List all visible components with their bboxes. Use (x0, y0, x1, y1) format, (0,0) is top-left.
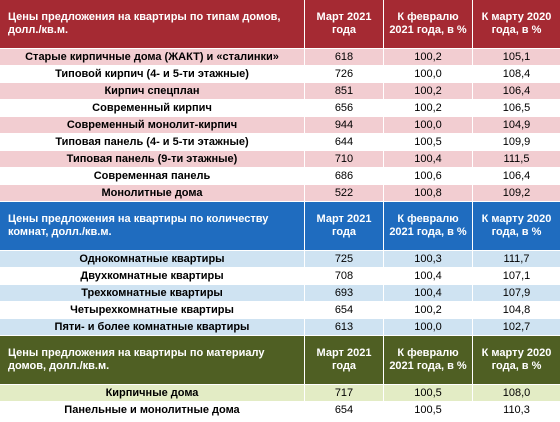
column-header-price: Март 2021 года (305, 202, 384, 250)
row-vs-feb: 100,8 (384, 185, 473, 201)
row-price: 656 (305, 100, 384, 116)
row-vs-feb: 100,3 (384, 251, 473, 267)
table-row (0, 185, 560, 202)
column-header-price: Март 2021 года (305, 336, 384, 384)
row-label: Трехкомнатные квартиры (0, 285, 305, 301)
section-header (0, 336, 560, 385)
row-label: Монолитные дома (0, 185, 305, 201)
row-price: 944 (305, 117, 384, 133)
row-label: Современный кирпич (0, 100, 305, 116)
table-row (0, 49, 560, 66)
column-header-vs-mar: К марту 2020 года, в % (481, 213, 552, 238)
table-row (0, 168, 560, 185)
row-vs-mar: 106,5 (502, 101, 531, 114)
table-row (0, 134, 560, 151)
table-row (0, 319, 560, 336)
row-price: 708 (305, 268, 384, 284)
row-label: Старые кирпичные дома (ЖАКТ) и «сталинки» (0, 49, 305, 65)
row-vs-feb: 100,2 (384, 100, 473, 116)
table-row (0, 83, 560, 100)
column-header-vs-feb: К февралю 2021 года, в % (384, 336, 473, 384)
row-label: Пяти- и более комнатные квартиры (0, 319, 305, 335)
row-vs-mar: 109,2 (502, 186, 531, 199)
column-header-price: Март 2021 года (305, 0, 384, 48)
section-material (0, 336, 560, 419)
row-vs-mar: 104,9 (502, 118, 531, 131)
row-vs-feb: 100,2 (384, 49, 473, 65)
section-header (0, 0, 560, 49)
section-room-count (0, 202, 560, 336)
row-vs-mar: 110,3 (503, 403, 530, 416)
row-vs-feb: 100,0 (384, 117, 473, 133)
column-header-vs-mar: К марту 2020 года, в % (481, 11, 552, 36)
row-label: Однокомнатные квартиры (0, 251, 305, 267)
row-price: 654 (305, 302, 384, 318)
row-label: Панельные и монолитные дома (0, 402, 305, 418)
row-price: 522 (305, 185, 384, 201)
row-label: Современная панель (0, 168, 305, 184)
row-price: 717 (305, 385, 384, 401)
row-vs-mar: 109,9 (502, 135, 531, 148)
row-price: 654 (305, 402, 384, 418)
row-vs-feb: 100,4 (384, 151, 473, 167)
table-row (0, 302, 560, 319)
row-vs-mar: 106,4 (502, 84, 531, 97)
row-vs-feb: 100,5 (384, 134, 473, 150)
row-vs-feb: 100,2 (384, 302, 473, 318)
row-vs-mar: 107,1 (502, 269, 531, 282)
row-price: 644 (305, 134, 384, 150)
row-vs-mar: 108,4 (502, 67, 531, 80)
row-vs-mar: 111,7 (503, 252, 530, 265)
table-row (0, 151, 560, 168)
table-row (0, 402, 560, 419)
table-row (0, 66, 560, 83)
table-row (0, 251, 560, 268)
row-vs-mar: 102,7 (502, 320, 531, 333)
table-row (0, 268, 560, 285)
row-price: 710 (305, 151, 384, 167)
row-vs-mar: 105,1 (502, 50, 531, 63)
row-label: Современный монолит-кирпич (0, 117, 305, 133)
row-price: 686 (305, 168, 384, 184)
row-label: Двухкомнатные квартиры (0, 268, 305, 284)
row-vs-feb: 100,0 (384, 66, 473, 82)
row-label: Кирпич спецплан (0, 83, 305, 99)
table-row (0, 117, 560, 134)
row-vs-feb: 100,5 (384, 402, 473, 418)
section-title: Цены предложения на квартиры по количеству комнат, долл./кв.м. (0, 202, 305, 250)
row-vs-feb: 100,4 (384, 268, 473, 284)
column-header-vs-feb: К февралю 2021 года, в % (384, 202, 473, 250)
row-vs-feb: 100,5 (384, 385, 473, 401)
table-row (0, 100, 560, 117)
row-vs-mar: 107,9 (502, 286, 531, 299)
row-price: 618 (305, 49, 384, 65)
row-vs-mar: 108,0 (502, 386, 531, 399)
row-price: 725 (305, 251, 384, 267)
row-vs-feb: 100,0 (384, 319, 473, 335)
row-label: Типовая панель (9-ти этажные) (0, 151, 305, 167)
row-vs-feb: 100,2 (384, 83, 473, 99)
section-title: Цены предложения на квартиры по материалу домов, долл./кв.м. (0, 336, 305, 384)
column-header-vs-mar: К марту 2020 года, в % (481, 347, 552, 372)
row-price: 613 (305, 319, 384, 335)
row-price: 693 (305, 285, 384, 301)
row-label: Типовой кирпич (4- и 5-ти этажные) (0, 66, 305, 82)
row-price: 726 (305, 66, 384, 82)
row-price: 851 (305, 83, 384, 99)
row-vs-feb: 100,4 (384, 285, 473, 301)
table-row (0, 385, 560, 402)
section-header (0, 202, 560, 251)
row-label: Кирпичные дома (0, 385, 305, 401)
column-header-vs-feb: К февралю 2021 года, в % (384, 0, 473, 48)
section-title: Цены предложения на квартиры по типам домов, долл./кв.м. (0, 0, 305, 48)
table-row (0, 285, 560, 302)
row-vs-mar: 104,8 (502, 303, 531, 316)
row-vs-mar: 111,5 (503, 152, 530, 165)
row-vs-feb: 100,6 (384, 168, 473, 184)
row-label: Типовая панель (4- и 5-ти этажные) (0, 134, 305, 150)
row-label: Четырехкомнатные квартиры (0, 302, 305, 318)
section-house-type (0, 0, 560, 202)
row-vs-mar: 106,4 (502, 169, 531, 182)
